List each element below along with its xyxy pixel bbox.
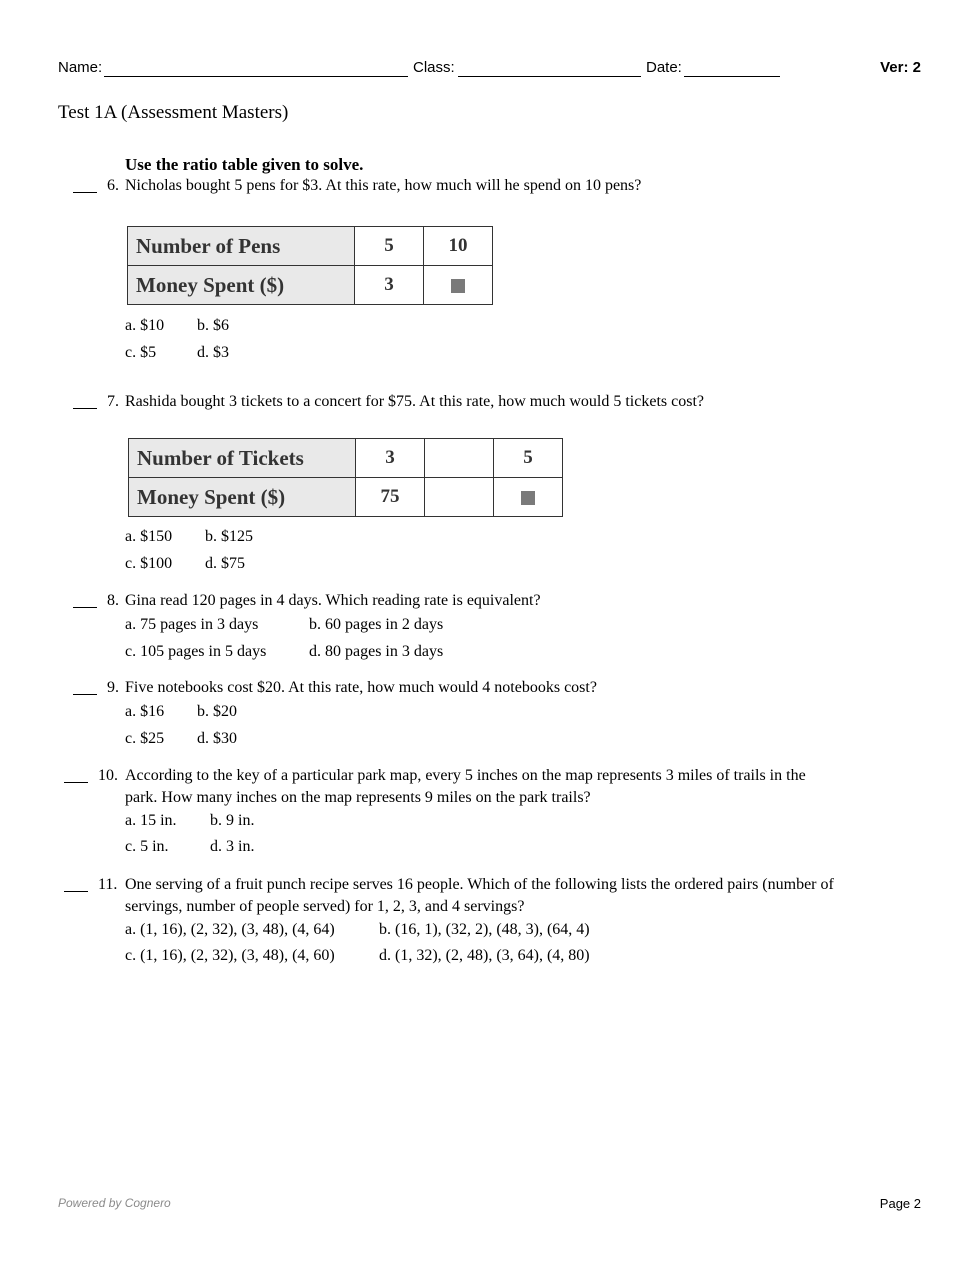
option-7d[interactable]: d. $75 (205, 555, 245, 572)
option-11b[interactable]: b. (16, 1), (32, 2), (48, 3), (64, 4) (379, 921, 590, 938)
unknown-square-icon (451, 279, 465, 293)
ratio-table-6 (127, 226, 493, 305)
option-11a[interactable]: a. (1, 16), (2, 32), (3, 48), (4, 64) (125, 921, 335, 938)
option-6a[interactable]: a. $10 (125, 317, 165, 334)
instruction-text: Use the ratio table given to solve. (125, 155, 364, 174)
question-text-6: Nicholas bought 5 pens for $3. At this rate, how much will he spend on 10 pens? (125, 177, 642, 194)
question-number-9: 9. (107, 679, 119, 696)
answer-blank-6[interactable] (73, 192, 97, 193)
answer-blank-9[interactable] (73, 694, 97, 695)
table-cell: 3 (355, 266, 424, 305)
question-text-10-line1: According to the key of a particular park map, every 5 inches on the map represents 3 miles of trails in the (125, 767, 806, 784)
unknown-cell (424, 266, 493, 305)
question-text-8: Gina read 120 pages in 4 days. Which reading rate is equivalent? (125, 592, 541, 609)
table-label-money: Money Spent ($) (129, 478, 356, 517)
class-field[interactable] (458, 76, 641, 77)
unknown-square-icon (521, 491, 535, 505)
table-cell: 5 (494, 439, 563, 478)
answer-blank-8[interactable] (73, 607, 97, 608)
option-10b[interactable]: b. 9 in. (210, 812, 255, 829)
answer-blank-11[interactable] (64, 891, 88, 892)
date-field[interactable] (684, 76, 780, 77)
table-cell: 75 (356, 478, 425, 517)
question-number-6: 6. (107, 177, 119, 194)
option-9d[interactable]: d. $30 (197, 730, 237, 747)
table-cell: 3 (356, 439, 425, 478)
question-number-7: 7. (107, 393, 119, 410)
option-10d[interactable]: d. 3 in. (210, 838, 255, 855)
option-10a[interactable]: a. 15 in. (125, 812, 177, 829)
option-8a[interactable]: a. 75 pages in 3 days (125, 616, 259, 633)
question-number-10: 10. (98, 767, 118, 784)
table-label-money: Money Spent ($) (128, 266, 355, 305)
name-label: Name: (58, 59, 103, 76)
option-7b[interactable]: b. $125 (205, 528, 253, 545)
option-7c[interactable]: c. $100 (125, 555, 173, 572)
answer-blank-7[interactable] (73, 408, 97, 409)
question-text-11-line2: servings, number of people served) for 1, 2, 3, and 4 servings? (125, 898, 525, 915)
option-11c[interactable]: c. (1, 16), (2, 32), (3, 48), (4, 60) (125, 947, 335, 964)
powered-by-text: Powered by Cognero (58, 1196, 171, 1210)
table-cell (425, 439, 494, 478)
option-10c[interactable]: c. 5 in. (125, 838, 169, 855)
table-cell: 10 (424, 227, 493, 266)
option-8d[interactable]: d. 80 pages in 3 days (309, 643, 444, 660)
option-6d[interactable]: d. $3 (197, 344, 229, 361)
ratio-table-7 (128, 438, 563, 517)
option-9c[interactable]: c. $25 (125, 730, 165, 747)
table-cell: 5 (355, 227, 424, 266)
answer-blank-10[interactable] (64, 782, 88, 783)
option-8c[interactable]: c. 105 pages in 5 days (125, 643, 267, 660)
option-9a[interactable]: a. $16 (125, 703, 165, 720)
page-title: Test 1A (Assessment Masters) (58, 102, 289, 123)
question-text-9: Five notebooks cost $20. At this rate, how much would 4 notebooks cost? (125, 679, 597, 696)
table-cell (425, 478, 494, 517)
page-number: Page 2 (879, 1196, 921, 1211)
class-label: Class: (413, 59, 455, 76)
option-8b[interactable]: b. 60 pages in 2 days (309, 616, 444, 633)
table-label-tickets: Number of Tickets (129, 439, 356, 478)
unknown-cell (494, 478, 563, 517)
question-text-11-line1: One serving of a fruit punch recipe serves 16 people. Which of the following lists the ordered pairs (number of (125, 876, 834, 893)
question-text-7: Rashida bought 3 tickets to a concert for $75. At this rate, how much would 5 tickets cost? (125, 393, 704, 410)
option-6c[interactable]: c. $5 (125, 344, 157, 361)
question-number-8: 8. (107, 592, 119, 609)
question-text-10-line2: park. How many inches on the map represents 9 miles on the park trails? (125, 789, 591, 806)
option-11d[interactable]: d. (1, 32), (2, 48), (3, 64), (4, 80) (379, 947, 590, 964)
question-number-11: 11. (98, 876, 118, 893)
name-field[interactable] (104, 76, 408, 77)
option-9b[interactable]: b. $20 (197, 703, 237, 720)
option-6b[interactable]: b. $6 (197, 317, 229, 334)
version-label: Ver: 2 (880, 59, 921, 76)
table-label-pens: Number of Pens (128, 227, 355, 266)
date-label: Date: (646, 59, 682, 76)
option-7a[interactable]: a. $150 (125, 528, 173, 545)
